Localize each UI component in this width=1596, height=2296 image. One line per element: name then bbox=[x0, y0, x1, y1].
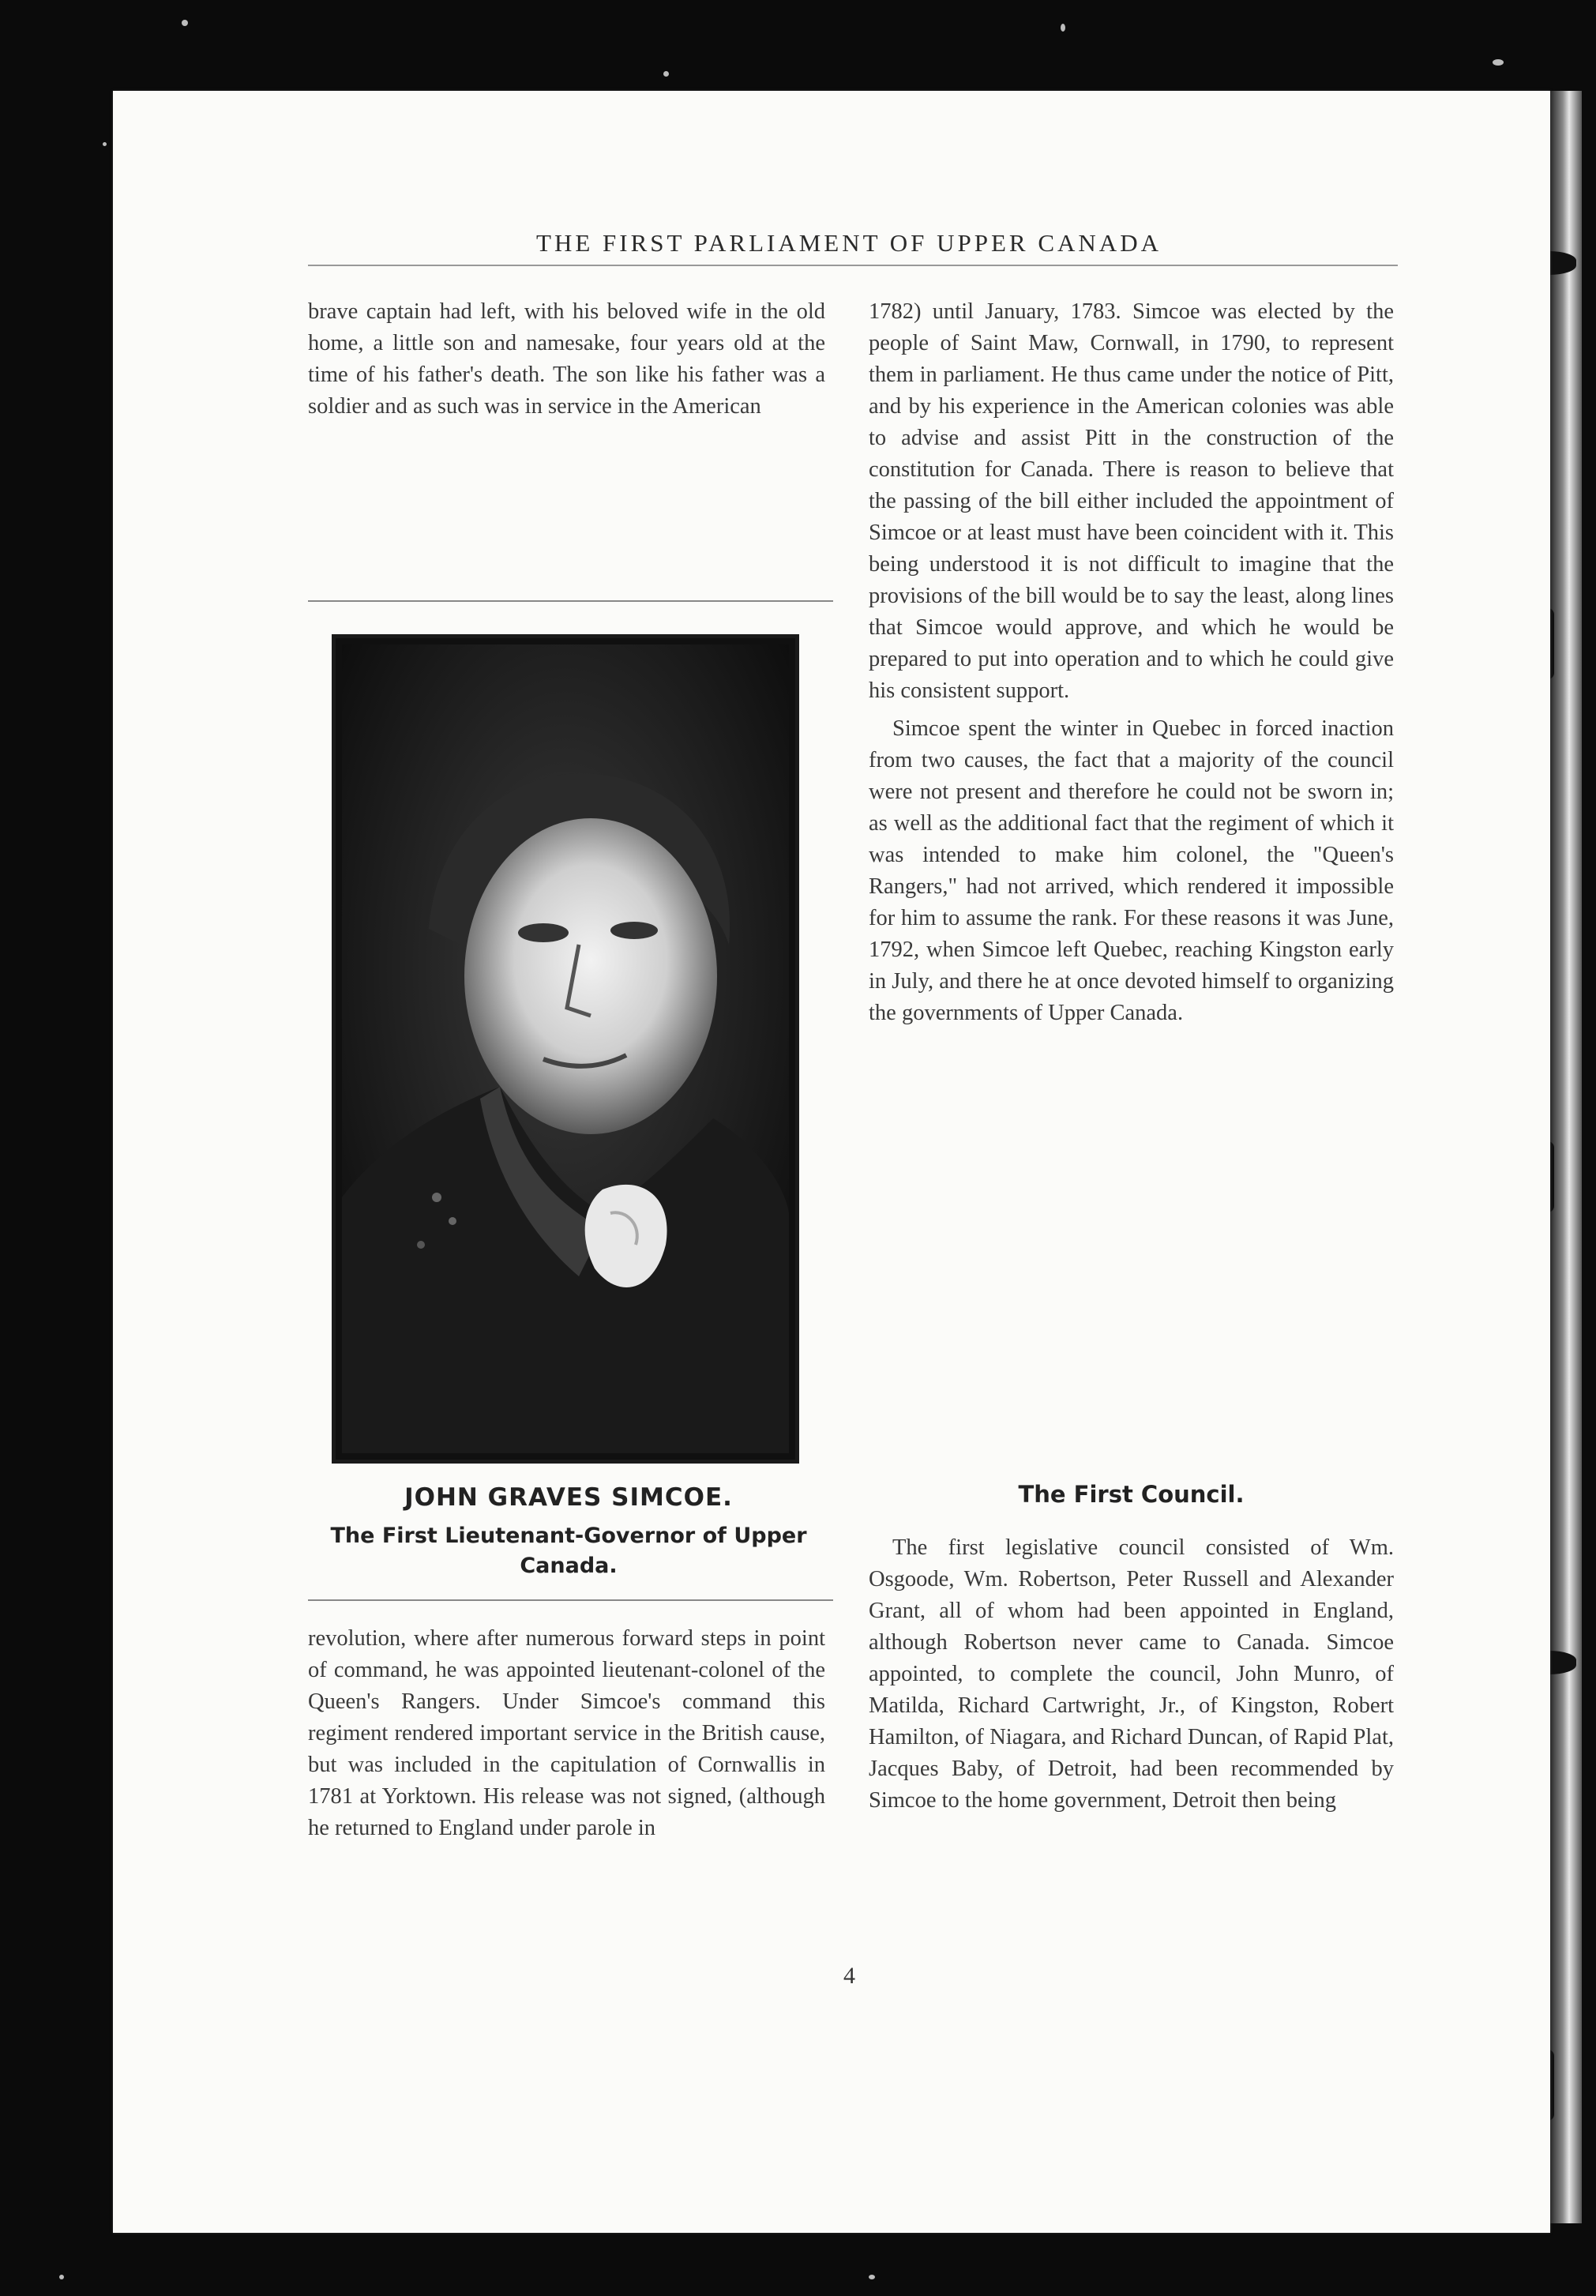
scan-speck bbox=[182, 20, 188, 26]
right-column bbox=[869, 296, 1394, 1029]
scan-speck bbox=[1493, 59, 1504, 66]
portrait-image bbox=[332, 634, 799, 1464]
page-binding-edge bbox=[1550, 91, 1582, 2223]
column-rule bbox=[308, 1599, 833, 1601]
paragraph: brave captain had left, with his beloved wife in the old home, a little son and namesake, four years old at the time of his father's death. The son like his father was a soldier and as such was in service in the American bbox=[308, 299, 825, 419]
paragraph: Simcoe spent the winter in Quebec in forced inaction from two causes, the fact that a majority of the council were not present and therefore he could not be sworn in; as well as the additional fact that the regiment of which it was intended to make him colonel, the "Queen's Rangers," had not arrived, which rendered it impossible for him to assume the rank. For these reasons it was June, 1792, when Simcoe left Quebec, reaching Kingston early in July, and there he at once devoted himself to organizing the governments of Upper Canada. bbox=[869, 716, 1394, 1025]
header-rule bbox=[308, 265, 1398, 266]
left-column-bottom bbox=[308, 1623, 825, 1844]
portrait-illustration bbox=[342, 644, 789, 1453]
paragraph: revolution, where after numerous forward steps in point of command, he was appointed lieutenant-colonel of the Queen's Rangers. Under Simcoe's command this regiment rendered important service in the British cause, but was included in the capitulation of Cornwallis in 1781 at Yorktown. His release was not signed, (although he returned to England under parole in bbox=[308, 1626, 825, 1840]
page-number: 4 bbox=[843, 1963, 855, 1989]
paragraph: The first legislative council consisted of Wm. Osgoode, Wm. Robertson, Peter Russell and Alexander Grant, all of whom had been appointed in England, although Robertson never came to Canada. Simcoe appointed, to complete the council, John Munro, of Matilda, Richard Cartwright, Jr., of Kingston, Robert Hamilton, of Niagara, and Richard Duncan, of Rapid Plat, Jacques Baby, of Detroit, had been recommended by Simcoe to the home government, Detroit then being bbox=[869, 1535, 1394, 1813]
portrait-caption bbox=[300, 1483, 837, 1581]
paragraph: 1782) until January, 1783. Simcoe was elected by the people of Saint Maw, Cornwall, in 1790, to represent them in parliament. He thus came under the notice of Pitt, and by his experience in the American colonies was able to advise and assist Pitt in the construction of the constitution for Canada. There is reason to believe that the passing of the bill either included the appointment of Simcoe or at least must have been coincident with it. This being understood it is not difficult to imagine that the provisions of the bill would be to say the least, along lines that Simcoe would approve, and which he would be prepared to put into operation and to which he could give his consistent support. bbox=[869, 299, 1394, 703]
scan-speck bbox=[663, 71, 669, 77]
right-column-section bbox=[869, 1532, 1394, 1817]
left-column-top bbox=[308, 296, 825, 423]
caption-name: JOHN GRAVES SIMCOE. bbox=[404, 1483, 733, 1512]
caption-subtitle: The First Lieutenant-Governor of Upper Canada. bbox=[330, 1524, 807, 1578]
running-header: THE FIRST PARLIAMENT OF UPPER CANADA bbox=[536, 229, 1162, 257]
scan-speck bbox=[103, 142, 107, 146]
scan-speck bbox=[869, 2275, 875, 2279]
scan-speck bbox=[1061, 24, 1065, 32]
scan-speck bbox=[59, 2275, 64, 2279]
section-heading: The First Council. bbox=[1018, 1481, 1245, 1508]
column-rule bbox=[308, 600, 833, 602]
